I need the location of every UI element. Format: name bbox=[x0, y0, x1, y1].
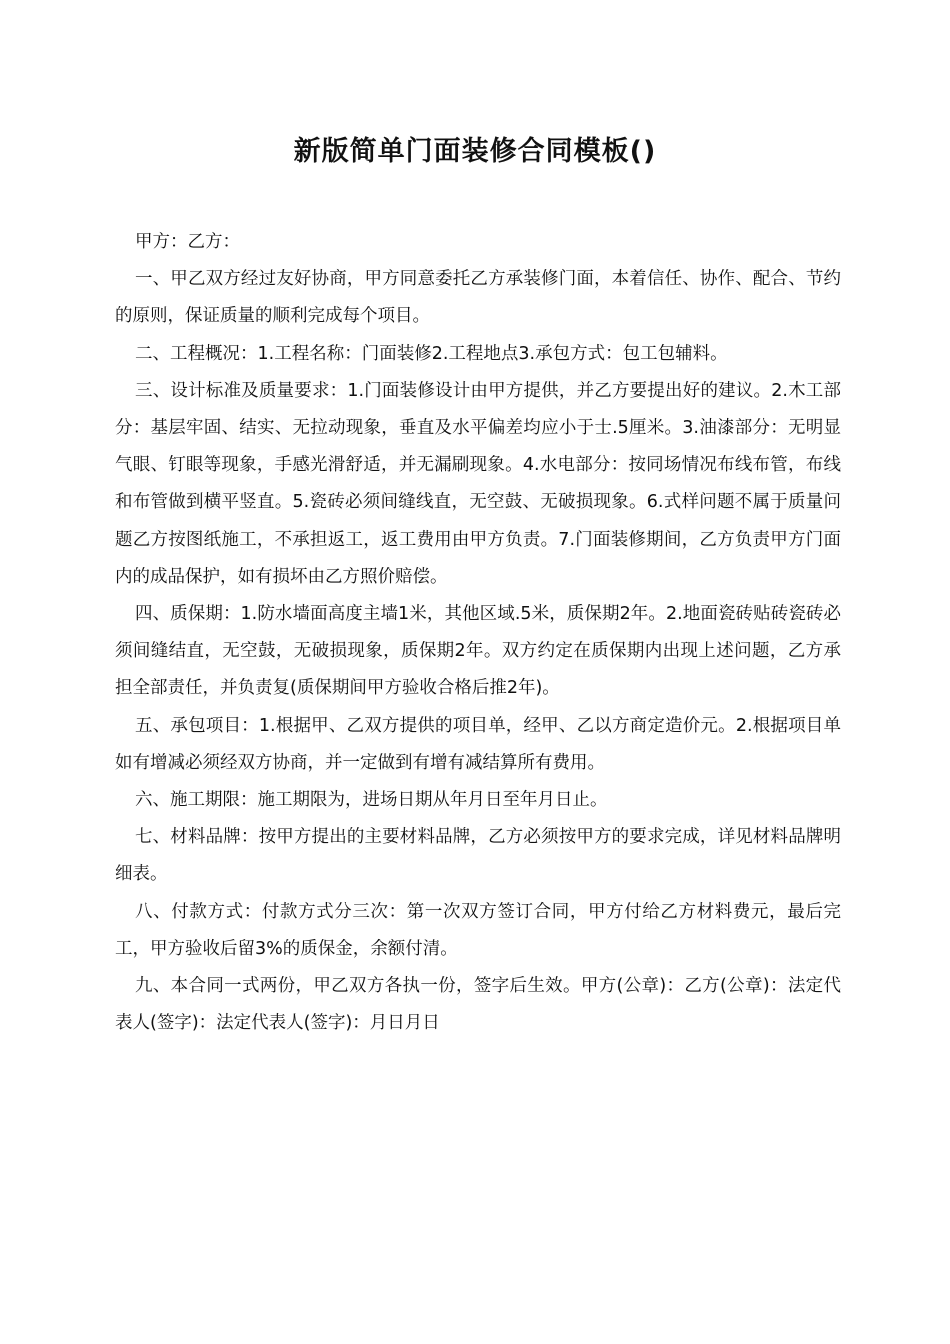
document-title: 新版简单门面装修合同模板() bbox=[293, 136, 657, 167]
clause-3-quality-standards: 三、设计标准及质量要求：1.门面装修设计由甲方提供，并乙方要提出好的建议。2.木工部分：基层牢固、结实、无拉动现象，垂直及水平偏差均应小于士.5厘米。3.油漆部分：无明显气眼、钉眼等现象，手感光滑舒适，并无漏刷现象。4.水电部分：按同场情况布线布管，布线和布管做到横平竖直。5.瓷砖必须间缝线直，无空鼓、无破损现象。6.式样问题不属于质量问题乙方按图纸施工，不承担返工，返工费用由甲方负责。7.门面装修期间，乙方负责甲方门面内的成品保护，如有损坏由乙方照价赔偿。 bbox=[115, 380, 841, 587]
clause-7-material-brands: 七、材料品牌：按甲方提出的主要材料品牌，乙方必须按甲方的要求完成，详见材料品牌明细表。 bbox=[115, 827, 841, 885]
clause-4-warranty: 四、质保期：1.防水墙面高度主墙1米，其他区域.5米，质保期2年。2.地面瓷砖贴砖瓷砖必须间缝结直，无空鼓，无破损现象，质保期2年。双方约定在质保期内出现上述问题，乙方承担全部责任，并负责复(质保期间甲方验收合格后推2年)。 bbox=[115, 604, 841, 699]
parties-line: 甲方：乙方： bbox=[135, 232, 240, 252]
clause-9-signatures: 九、本合同一式两份，甲乙双方各执一份，签字后生效。甲方(公章)：乙方(公章)：法定代表人(签字)：法定代表人(签字)：月日月日 bbox=[115, 976, 841, 1034]
clause-1-agreement: 一、甲乙双方经过友好协商，甲方同意委托乙方承装修门面，本着信任、协作、配合、节约的原则，保证质量的顺利完成每个项目。 bbox=[115, 269, 841, 327]
clause-8-payment-terms: 八、付款方式：付款方式分三次：第一次双方签订合同，甲方付给乙方材料费元，最后完工，甲方验收后留3%的质保金，余额付清。 bbox=[115, 901, 841, 959]
clause-2-project-overview: 二、工程概况：1.工程名称：门面装修2.工程地点3.承包方式：包工包辅料。 bbox=[135, 343, 728, 364]
document-body bbox=[115, 224, 841, 1042]
clause-6-construction-period: 六、施工期限：施工期限为，进场日期从年月日至年月日止。 bbox=[135, 790, 608, 811]
clause-5-contract-items: 五、承包项目：1.根据甲、乙双方提供的项目单，经甲、乙以方商定造价元。2.根据项目单如有增减必须经双方协商，并一定做到有增有减结算所有费用。 bbox=[115, 715, 841, 773]
